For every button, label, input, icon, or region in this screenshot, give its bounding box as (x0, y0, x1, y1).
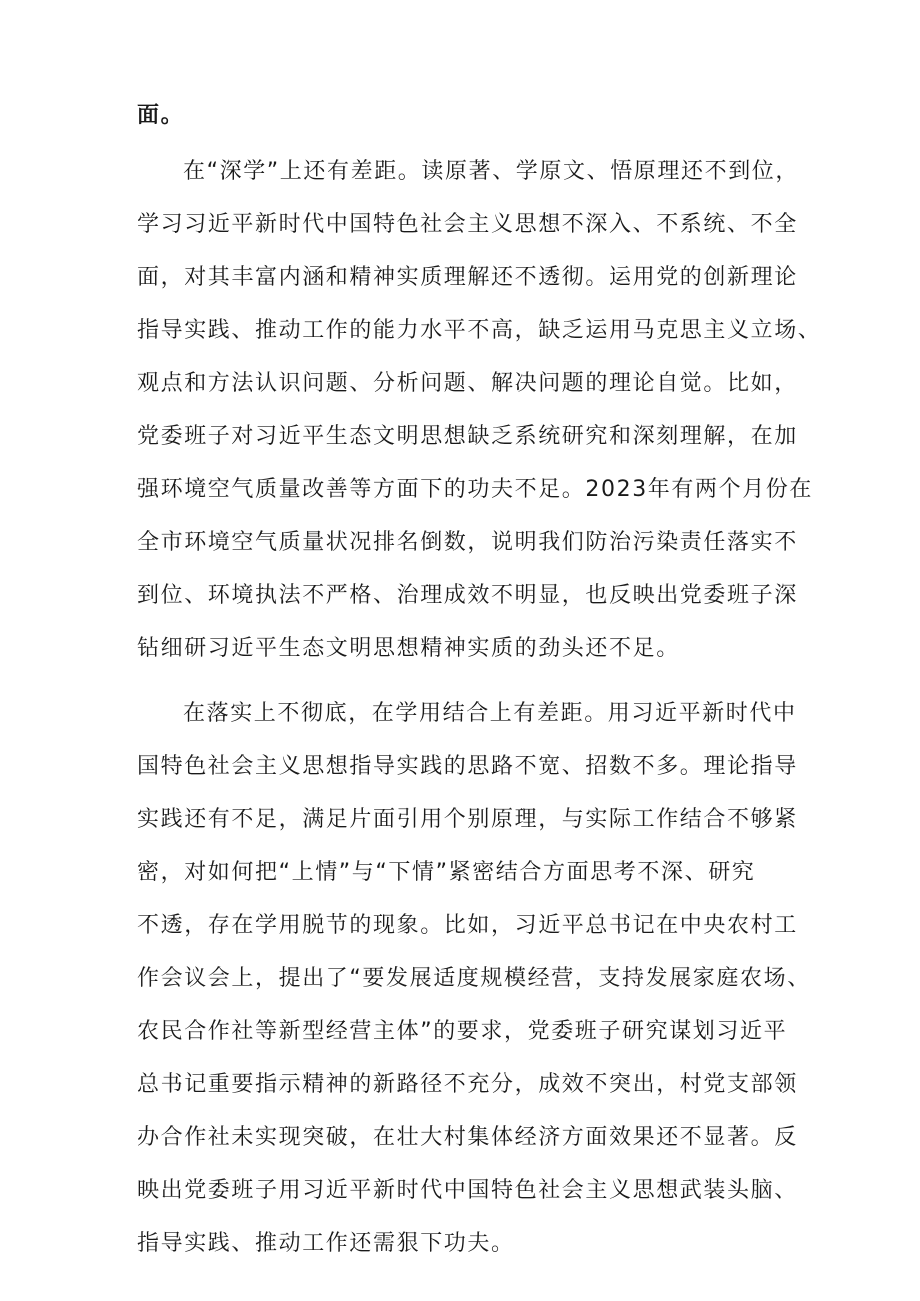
paragraph-line: 学习习近平新时代中国特色社会主义思想不深入、不系统、不全 (137, 212, 798, 237)
paragraph-line: 映出党委班子用习近平新时代中国特色社会主义思想武装头脑、 (137, 1178, 798, 1203)
paragraph-line: 到位、环境执法不严格、治理成效不明显，也反映出党委班子深 (137, 583, 798, 608)
paragraph-line: 作会议会上，提出了“要发展适度规模经营，支持发展家庭农场、 (137, 966, 811, 991)
paragraph-line: 密，对如何把“上情”与“下情”紧密结合方面思考不深、研究 (137, 860, 756, 885)
fragment-line: 面。 (137, 103, 185, 128)
paragraph-line: 党委班子对习近平生态文明思想缺乏系统研究和深刻理解，在加 (137, 424, 798, 449)
paragraph-line: 观点和方法认识问题、分析问题、解决问题的理论自觉。比如， (137, 371, 798, 396)
paragraph-line: 总书记重要指示精神的新路径不充分，成效不突出，村党支部领 (137, 1072, 798, 1097)
paragraph-line: 钻细研习近平生态文明思想精神实质的劲头还不足。 (137, 636, 680, 661)
paragraph-line: 国特色社会主义思想指导实践的思路不宽、招数不多。理论指导 (137, 754, 798, 779)
paragraph-line: 实践还有不足，满足片面引用个别原理，与实际工作结合不够紧 (137, 807, 798, 832)
paragraph-line: 办合作社未实现突破，在壮大村集体经济方面效果还不显著。反 (137, 1125, 798, 1150)
paragraph-line: 指导实践、推动工作的能力水平不高，缺乏运用马克思主义立场、 (137, 318, 822, 343)
paragraph-line: 强环境空气质量改善等方面下的功夫不足。2023年有两个月份在 (137, 477, 813, 502)
paragraph-line: 面，对其丰富内涵和精神实质理解还不透彻。运用党的创新理论 (137, 265, 798, 290)
paragraph-line: 指导实践、推动工作还需狠下功夫。 (137, 1231, 515, 1256)
paragraph-line: 全市环境空气质量状况排名倒数，说明我们防治污染责任落实不 (137, 530, 798, 555)
paragraph-line: 农民合作社等新型经营主体”的要求，党委班子研究谋划习近平 (137, 1019, 788, 1044)
paragraph-line: 不透，存在学用脱节的现象。比如，习近平总书记在中央农村工 (137, 913, 798, 938)
paragraph-line: 在落实上不彻底，在学用结合上有差距。用习近平新时代中 (183, 701, 797, 726)
paragraph-line: 在“深学”上还有差距。读原著、学原文、悟原理还不到位， (183, 159, 799, 184)
